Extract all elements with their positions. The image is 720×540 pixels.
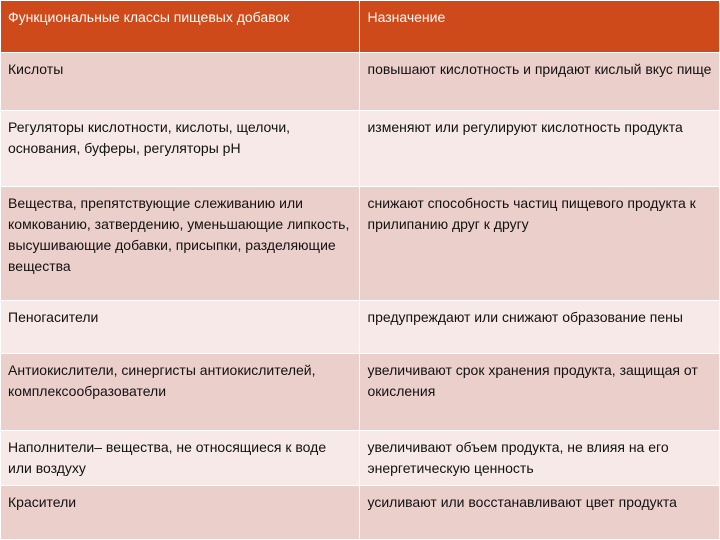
header-functional-classes: Функциональные классы пищевых добавок [1, 1, 360, 53]
row-purpose-cell: увеличивают срок хранения продукта, защищая от окисления [360, 354, 720, 431]
row-purpose-cell: предупреждают или снижают образование пены [360, 301, 720, 354]
row-class-cell: Антиокислители, синергисты антиокислителей, комплексообразователи [1, 354, 360, 431]
row-class-cell: Пеногасители [1, 301, 360, 354]
table-row [1, 431, 720, 485]
table-row [1, 354, 720, 431]
row-class-cell: Вещества, препятствующие слеживанию или комкованию, затвердению, уменьшающие липкость, высушивающие добавки, присыпки, разделяющие вещества [1, 187, 360, 301]
row-purpose-cell: изменяют или регулируют кислотность продукта [360, 111, 720, 187]
row-class-cell: Красители [1, 485, 360, 539]
row-purpose-cell: увеличивают объем продукта, не влияя на его энергетическую ценность [360, 431, 720, 485]
table-row [1, 485, 720, 539]
table-row [1, 111, 720, 187]
row-purpose-cell: усиливают или восстанавливают цвет продукта [360, 485, 720, 539]
header-purpose: Назначение [360, 1, 720, 53]
table-header-row [1, 1, 720, 53]
table-row [1, 187, 720, 301]
row-class-cell: Наполнители– вещества, не относящиеся к воде или воздуху [1, 431, 360, 485]
row-purpose-cell: снижают способность частиц пищевого продукта к прилипанию друг к другу [360, 187, 720, 301]
row-class-cell: Кислоты [1, 53, 360, 111]
table-row [1, 301, 720, 354]
row-class-cell: Регуляторы кислотности, кислоты, щелочи, основания, буферы, регуляторы рН [1, 111, 360, 187]
row-purpose-cell: повышают кислотность и придают кислый вкус пище [360, 53, 720, 111]
table-row [1, 53, 720, 111]
